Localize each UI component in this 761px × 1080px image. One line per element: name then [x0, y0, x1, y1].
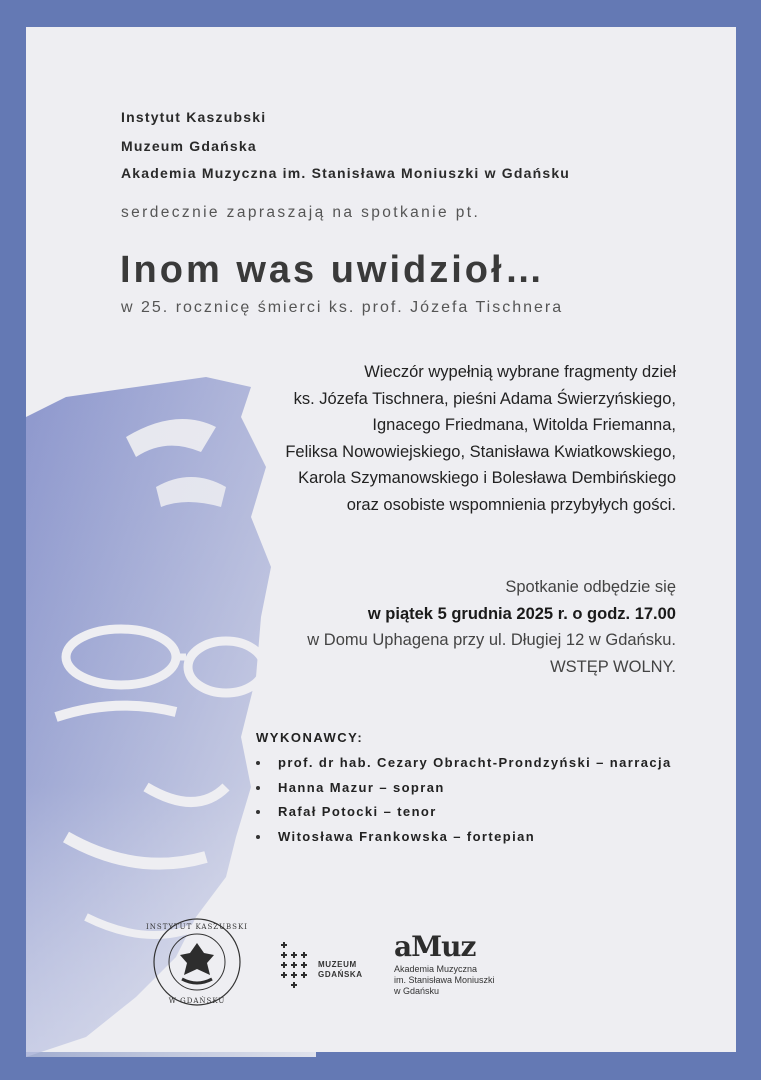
svg-text:W GDAŃSKU: W GDAŃSKU	[168, 997, 226, 1005]
amuz-logo-line: Akademia Muzyczna	[394, 964, 478, 974]
performers-list	[256, 751, 672, 849]
program-description	[236, 359, 676, 518]
program-line: Wieczór wypełnią wybrane fragmenty dzieł	[364, 363, 676, 381]
performers-heading: WYKONAWCY:	[256, 730, 364, 745]
organizer-instytut: Instytut Kaszubski	[121, 109, 267, 125]
organizer-muzeum: Muzeum Gdańska	[121, 138, 257, 154]
bullet-icon	[256, 835, 260, 839]
invitation-text: serdecznie zapraszają na spotkanie pt.	[121, 204, 481, 221]
event-subtitle: w 25. rocznicę śmierci ks. prof. Józefa Tischnera	[121, 299, 564, 316]
list-item	[256, 800, 672, 825]
program-line: Ignacego Friedmana, Witolda Friemanna,	[372, 416, 676, 434]
crosses-icon	[281, 940, 311, 990]
bullet-icon	[256, 786, 260, 790]
bullet-icon	[256, 761, 260, 765]
performer-name: Rafał Potocki – tenor	[278, 804, 437, 819]
amuz-logo-text	[394, 964, 495, 997]
poster	[26, 27, 736, 1052]
meeting-info	[196, 574, 676, 680]
list-item	[256, 825, 672, 850]
event-title: Inom was uwidzioł…	[120, 249, 546, 291]
muzeum-logo-line: MUZEUM	[318, 960, 357, 969]
amuz-logo-line: im. Stanisława Moniuszki	[394, 975, 495, 985]
amuz-logo-line: w Gdańsku	[394, 986, 440, 996]
instytut-kaszubski-seal-icon	[146, 917, 248, 1007]
program-line: oraz osobiste wspomnienia przybyłych gości.	[346, 495, 676, 514]
amuz-logo	[394, 932, 495, 997]
program-line: ks. Józefa Tischnera, pieśni Adama Świerzyńskiego,	[293, 389, 676, 408]
program-line: Feliksa Nowowiejskiego, Stanisława Kwiatkowskiego,	[285, 442, 676, 461]
amuz-brand: aMuz	[394, 930, 476, 963]
muzeum-logo-text	[318, 960, 363, 980]
organizer-akademia: Akademia Muzyczna im. Stanisława Moniuszki w Gdańsku	[121, 165, 571, 181]
list-item	[256, 776, 672, 801]
bullet-icon	[256, 810, 260, 814]
meeting-datetime: w piątek 5 grudnia 2025 r. o godz. 17.00	[367, 604, 676, 623]
meeting-intro: Spotkanie odbędzie się	[505, 578, 676, 596]
meeting-entry: WSTĘP WOLNY.	[550, 657, 676, 676]
performer-name: prof. dr hab. Cezary Obracht-Prondzyński – narracja	[278, 755, 672, 770]
meeting-place: w Domu Uphagena przy ul. Długiej 12 w Gdańsku.	[307, 631, 676, 649]
performer-name: Hanna Mazur – sopran	[278, 779, 445, 795]
muzeum-logo-line: GDAŃSKA	[318, 970, 363, 979]
performer-name: Witosława Frankowska – fortepian	[278, 828, 536, 844]
svg-text:INSTYTUT KASZUBSKI: INSTYTUT KASZUBSKI	[146, 923, 248, 931]
program-line: Karola Szymanowskiego i Bolesława Dembińskiego	[298, 469, 676, 487]
list-item	[256, 751, 672, 776]
